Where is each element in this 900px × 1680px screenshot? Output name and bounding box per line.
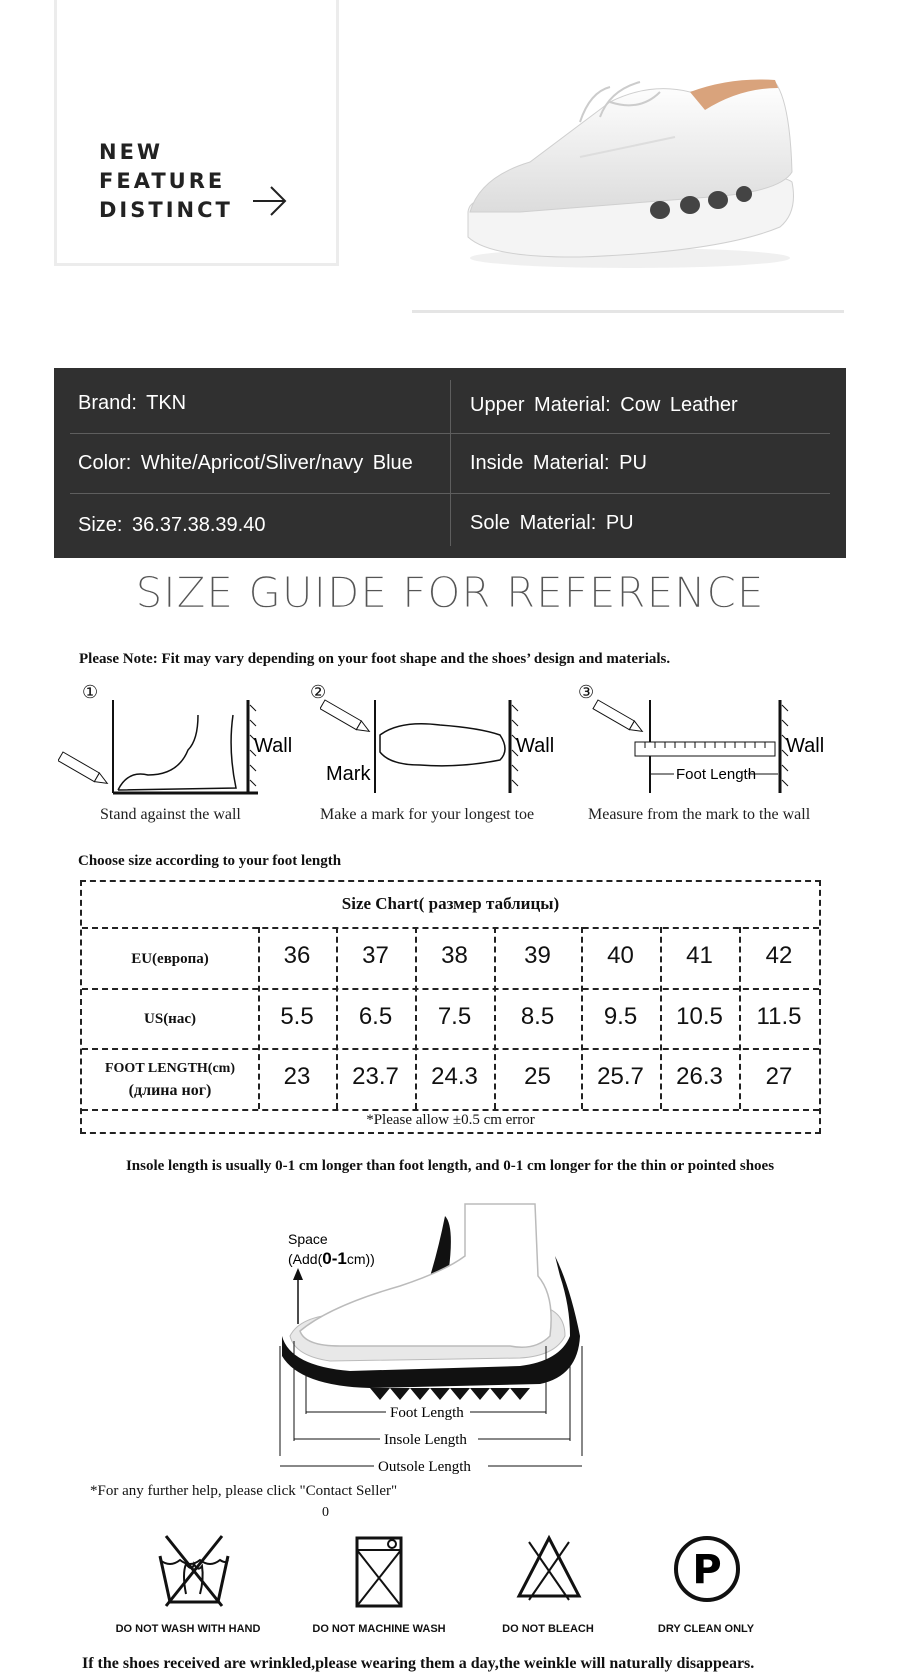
eu-size-cell: 39 (524, 942, 551, 969)
wrinkle-note: If the shoes received are wrinkled,please wearing them a day,the weinkle will naturally disappears. (82, 1655, 755, 1672)
step-2-illustration (320, 680, 565, 800)
eu-size-cell: 41 (686, 942, 713, 969)
step-1-illustration (58, 680, 303, 800)
no-bleach-icon (516, 1534, 582, 1604)
specs-column-divider (450, 380, 451, 546)
size-guide-title: SIZE GUIDE FOR REFERENCE (135, 568, 765, 617)
eu-size-cell: 36 (283, 942, 311, 969)
foot-length-cell: 25.7 (597, 1063, 644, 1090)
chart-row-line (82, 1048, 819, 1050)
chart-row-line (82, 988, 819, 990)
specs-table (54, 368, 846, 558)
step-2-caption: Make a mark for your longest toe (320, 806, 535, 823)
feature-box (54, 0, 339, 266)
us-row-label: US(нас) (144, 1011, 196, 1027)
specs-row-divider (70, 493, 830, 494)
spec-inside-material: Inside Material: PU (470, 452, 647, 474)
us-size-cell: 7.5 (437, 1003, 472, 1030)
hero-divider (412, 310, 844, 313)
shoe-photo (460, 62, 800, 272)
foot-length-cell: 25 (524, 1063, 551, 1090)
add-suffix: cm)) (346, 1251, 375, 1267)
step-3-caption: Measure from the mark to the wall (588, 806, 811, 823)
insole-length-label: Insole Length (384, 1432, 467, 1448)
step-3-foot-length-label: Foot Length (676, 766, 757, 783)
spec-brand: Brand: TKN (78, 392, 187, 414)
outsole-measure (270, 1456, 600, 1476)
foot-length-label: Foot Length (390, 1405, 464, 1421)
spec-color: Color: White/Apricot/Sliver/navy Blue (78, 452, 413, 474)
chart-row-line (82, 1109, 819, 1111)
contact-seller-note: *For any further help, please click "Contact Seller" (90, 1483, 398, 1499)
feature-line-3: DISTINCT (99, 198, 233, 222)
no-hand-wash-icon (156, 1534, 232, 1610)
feature-line-2: FEATURE (99, 169, 226, 193)
foot-row-label-en: FOOT LENGTH(cm) (104, 1061, 236, 1076)
spec-sole-material: Sole Material: PU (470, 512, 634, 534)
size-chart (80, 880, 821, 1134)
svg-text:P: P (692, 1547, 722, 1593)
foot-row-label (82, 1058, 258, 1102)
us-size-cell: 11.5 (756, 1003, 802, 1030)
step-2-number: ② (310, 682, 327, 702)
care-label-bleach: DO NOT BLEACH (502, 1623, 594, 1635)
step-2-wall-label: Wall (516, 735, 555, 757)
foot-row-label-ru: (длина ног) (128, 1082, 212, 1099)
us-size-cell: 5.5 (280, 1003, 314, 1030)
care-label-dry-clean: DRY CLEAN ONLY (657, 1623, 755, 1635)
error-note: *Please allow ±0.5 cm error (366, 1112, 535, 1128)
step-1-caption: Stand against the wall (100, 806, 241, 823)
step-1-number: ① (82, 682, 99, 702)
insole-note: Insole length is usually 0-1 cm longer than foot length, and 0-1 cm longer for the thin or pointed shoes (125, 1158, 775, 1174)
add-value: 0-1 (322, 1249, 347, 1268)
foot-length-cell: 23.7 (352, 1063, 399, 1090)
feature-heading (99, 138, 233, 225)
dry-clean-icon (672, 1534, 742, 1604)
us-size-cell: 8.5 (520, 1003, 555, 1030)
space-label: Space (288, 1231, 328, 1247)
foot-length-cell: 26.3 (676, 1063, 723, 1090)
chart-row-line (82, 927, 819, 929)
no-machine-wash-icon (354, 1534, 404, 1610)
arrow-right-icon (253, 186, 287, 216)
specs-row-divider (70, 433, 830, 434)
step-3-illustration (590, 680, 840, 800)
outsole-length-label: Outsole Length (378, 1459, 471, 1475)
eu-size-cell: 38 (441, 942, 468, 969)
step-3-wall-label: Wall (786, 735, 825, 757)
eu-row-label: EU(европа) (131, 951, 209, 967)
help-zero: 0 (322, 1505, 329, 1520)
svg-text:(Add(0-1cm)) (288, 1249, 375, 1268)
care-label-machine-wash: DO NOT MACHINE WASH (312, 1623, 446, 1635)
us-size-cell: 9.5 (603, 1003, 638, 1030)
spec-size: Size: 36.37.38.39.40 (78, 514, 266, 536)
fit-note: Please Note: Fit may vary depending on your foot shape and the shoes’ design and materials. (79, 651, 671, 667)
size-chart-title: Size Chart( размер таблицы) (341, 894, 560, 913)
step-1-wall-label: Wall (254, 735, 293, 757)
foot-length-cell: 23 (283, 1063, 311, 1090)
eu-size-cell: 42 (765, 942, 793, 969)
step-2-mark-label: Mark (326, 763, 371, 785)
add-prefix: (Add( (288, 1251, 323, 1267)
step-3-number: ③ (578, 682, 595, 702)
choose-size-note: Choose size according to your foot length (78, 853, 342, 869)
eu-size-cell: 40 (607, 942, 634, 969)
us-size-cell: 10.5 (676, 1003, 723, 1030)
eu-size-cell: 37 (362, 942, 389, 969)
foot-length-cell: 27 (765, 1063, 793, 1090)
foot-length-cell: 24.3 (431, 1063, 478, 1090)
insole-diagram (270, 1196, 600, 1456)
spec-upper-material: Upper Material: Cow Leather (470, 394, 738, 416)
care-label-hand-wash: DO NOT WASH WITH HAND (115, 1623, 261, 1635)
feature-line-1: NEW (99, 140, 164, 164)
us-size-cell: 6.5 (358, 1003, 393, 1030)
